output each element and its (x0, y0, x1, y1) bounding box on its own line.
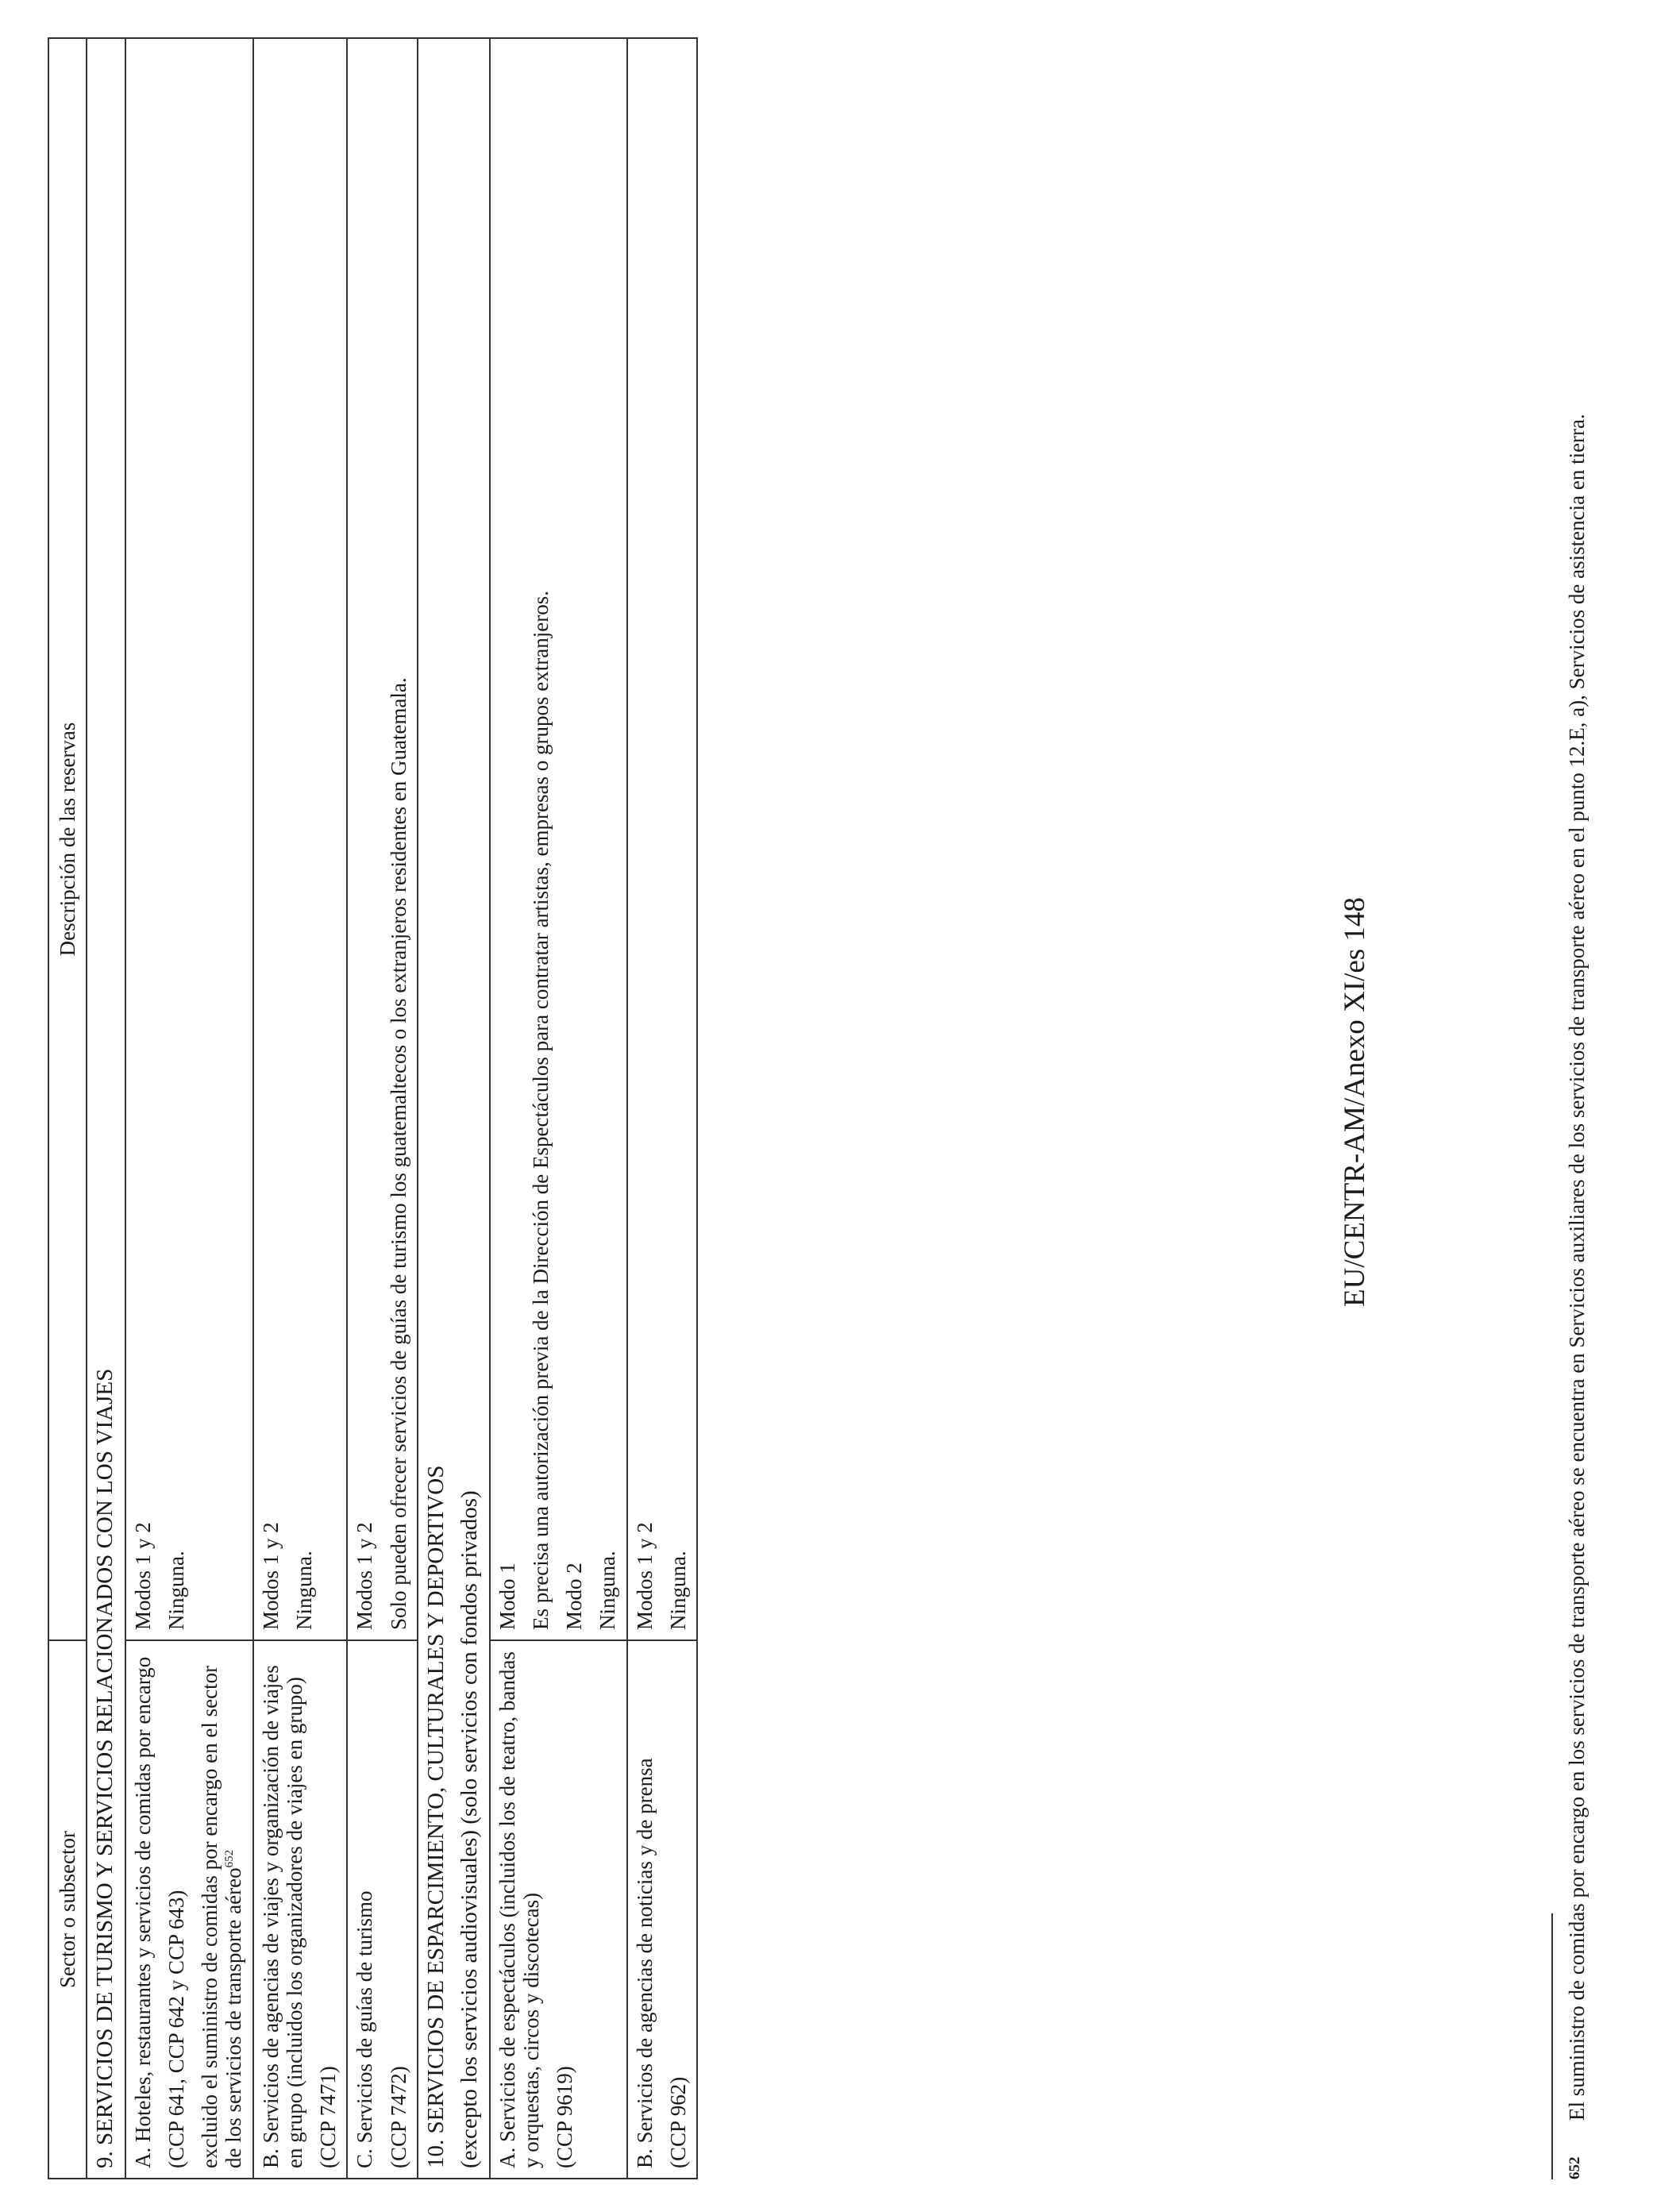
header-sector: Sector o subsector (48, 1640, 87, 2179)
mode-label: Modos 1 y 2 (258, 1522, 283, 1630)
sector-code: (CCP 7471) (316, 2066, 341, 2168)
sector-code: (CCP 641, CCP 642 y CCP 643) (164, 1890, 188, 2168)
sector-name: A. Hoteles, restaurantes y servicios de comidas por encargo (130, 1656, 155, 2168)
table-header-row (48, 38, 87, 2179)
reservation-text: Es precisa una autorización previa de la Dirección de Espectáculos para contratar artistas, empresas o grupos extranjeros. (528, 591, 553, 1630)
sector-name: A. Servicios de espectáculos (incluidos los de teatro, bandas y orquestas, circos y discotecas) (495, 1651, 543, 2168)
sector-note (198, 1651, 245, 2168)
mode-label: Modos 1 y 2 (353, 1522, 377, 1630)
mode-label: Modo 2 (562, 1562, 587, 1630)
mode-label: Modos 1 y 2 (632, 1522, 657, 1630)
table-row (627, 38, 697, 2179)
description-cell (490, 38, 627, 1640)
table-row (490, 38, 627, 2179)
section-10-row (418, 38, 490, 2179)
reservation-text: Ninguna. (595, 1551, 620, 1630)
sector-code: (CCP 9619) (553, 2066, 577, 2168)
description-cell (347, 38, 417, 1640)
reservation-text: Ninguna. (164, 1551, 188, 1630)
footnote-reference: 652 (223, 1849, 237, 1868)
section-10-title (418, 38, 490, 2179)
sector-cell (627, 1640, 697, 2179)
table-row (125, 38, 253, 2179)
footnote-number: 652 (1566, 2156, 1583, 2179)
sector-cell (347, 1640, 417, 2179)
table-row (253, 38, 348, 2179)
mode-label: Modos 1 y 2 (130, 1522, 155, 1630)
sector-name: C. Servicios de guías de turismo (353, 1890, 377, 2168)
section-9-row (87, 38, 125, 2179)
reservations-table (48, 37, 698, 2179)
sector-cell (490, 1640, 627, 2179)
reservation-text: Ninguna. (665, 1551, 690, 1630)
description-cell (627, 38, 697, 1640)
description-cell (125, 38, 253, 1640)
sector-note-text: excluido el suministro de comidas por encargo en el sector de los servicios de transporte aéreo (198, 1665, 246, 2168)
sector-name: B. Servicios de agencias de viajes y organización de viajes en grupo (incluidos los organizadores de viajes en grupo) (258, 1665, 306, 2168)
sector-code: (CCP 7472) (386, 2066, 410, 2168)
description-cell (253, 38, 348, 1640)
footnote-text: El suministro de comidas por encargo en los servicios de transporte aéreo se encuentra en Servicios auxiliares de los servicios de transporte aéreo en el punto 12.E, a), Servicios de asistencia en tierra. (1565, 414, 1589, 2121)
sector-name: B. Servicios de agencias de noticias y de prensa (632, 1758, 657, 2168)
sector-cell (125, 1640, 253, 2179)
section-10-subheading: (excepto los servicios audiovisuales) (solo servicios con fondos privados) (457, 1490, 483, 2168)
sector-cell (253, 1640, 348, 2179)
reservation-text: Ninguna. (291, 1551, 316, 1630)
sector-code: (CCP 962) (665, 2076, 690, 2168)
reservation-text: Solo pueden ofrecer servicios de guías de turismo los guatemaltecos o los extranjeros residentes en Guatemala. (386, 677, 410, 1630)
footnote-divider (1551, 1913, 1553, 2179)
footnote (1565, 115, 1589, 2179)
section-9-title: 9. SERVICIOS DE TURISMO Y SERVICIOS RELACIONADOS CON LOS VIAJES (87, 38, 125, 2179)
mode-label: Modo 1 (495, 1562, 519, 1630)
header-description: Descripción de las reservas (48, 38, 87, 1640)
running-title: EU/CENTR-AM/Anexo XI/es 148 (1339, 897, 1371, 1307)
section-10-heading: 10. SERVICIOS DE ESPARCIMIENTO, CULTURALES Y DEPORTIVOS (422, 1465, 449, 2168)
table-row (347, 38, 417, 2179)
